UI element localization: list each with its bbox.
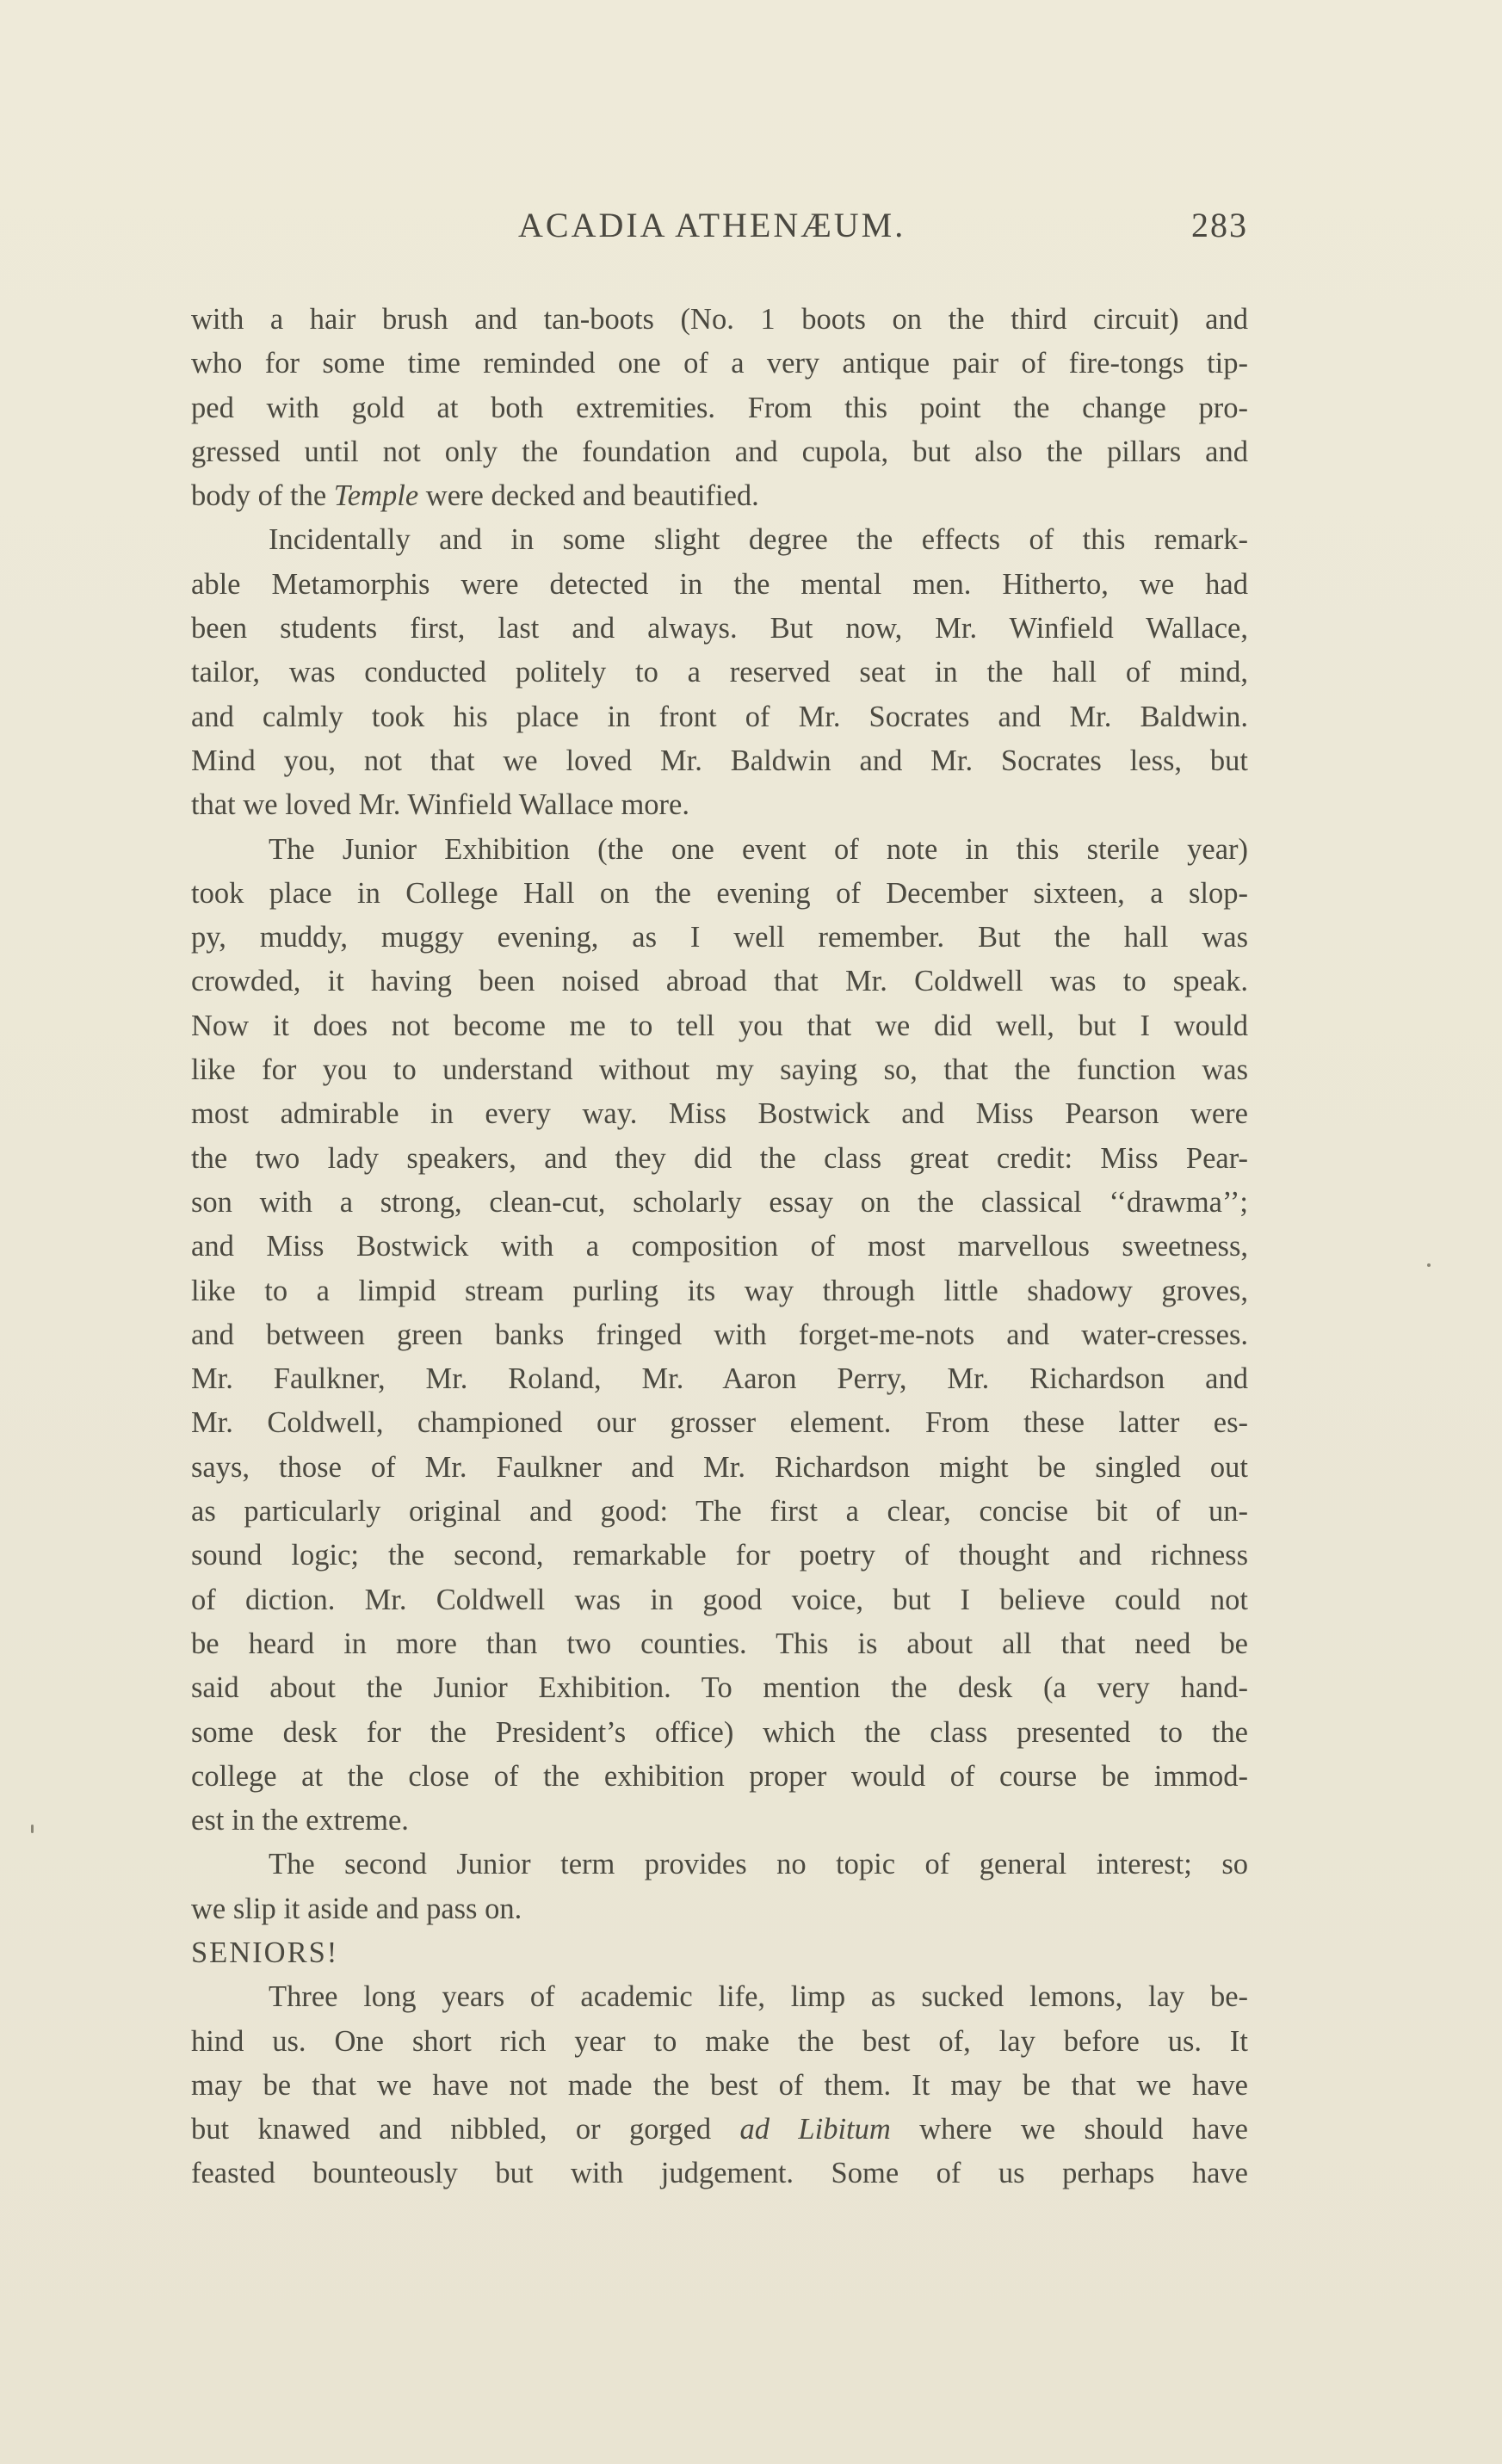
text-line: est in the extreme. xyxy=(191,1804,409,1837)
text-line: like for you to understand without my saying so, that the function was xyxy=(191,1053,1248,1087)
text-line: Mr. Coldwell, championed our grosser element. From these latter es- xyxy=(191,1406,1248,1440)
text-line: and calmly took his place in front of Mr. Socrates and Mr. Baldwin. xyxy=(191,700,1248,733)
text-line: crowded, it having been noised abroad that Mr. Coldwell was to speak. xyxy=(191,965,1248,998)
text-line: Mind you, not that we loved Mr. Baldwin and Mr. Socrates less, but xyxy=(191,744,1248,777)
paper-speck xyxy=(1427,1263,1431,1267)
text-line: py, muddy, muggy evening, as I well remember. But the hall was xyxy=(191,921,1248,954)
text-line: able Metamorphis were detected in the mental men. Hitherto, we had xyxy=(191,567,1248,601)
text-segment: body of the xyxy=(191,479,334,513)
text-line: The Junior Exhibition (the one event of note in this sterile year) xyxy=(269,832,1248,866)
running-head xyxy=(191,205,1248,256)
text-line: with a hair brush and tan-boots (No. 1 boots on the third circuit) and xyxy=(191,303,1248,336)
text-line: says, those of Mr. Faulkner and Mr. Richardson might be singled out xyxy=(191,1450,1248,1484)
text-line: some desk for the President’s office) which the class presented to the xyxy=(191,1715,1248,1749)
text-line: that we loved Mr. Winfield Wallace more. xyxy=(191,788,689,822)
text-line: Now it does not become me to tell you that we did well, but I would xyxy=(191,1009,1248,1042)
text-line: feasted bounteously but with judgement. Some of us perhaps have xyxy=(191,2157,1248,2190)
text-line: sound logic; the second, remarkable for poetry of thought and richness xyxy=(191,1539,1248,1572)
text-line: Incidentally and in some slight degree the effects of this remark- xyxy=(269,523,1248,557)
text-line: Mr. Faulkner, Mr. Roland, Mr. Aaron Perry, Mr. Richardson and xyxy=(191,1362,1248,1396)
italic-text: ad Libitum xyxy=(739,2113,891,2146)
text-line: college at the close of the exhibition proper would of course be immod- xyxy=(191,1759,1248,1793)
text-line: been students first, last and always. But now, Mr. Winfield Wallace, xyxy=(191,612,1248,645)
text-line xyxy=(191,2108,1248,2152)
paper-speck xyxy=(31,1825,34,1833)
text-line: said about the Junior Exhibition. To mention the desk (a very hand- xyxy=(191,1671,1248,1705)
italic-text: Temple xyxy=(333,479,419,513)
running-title: ACADIA ATHENÆUM. xyxy=(518,206,906,244)
text-line: the two lady speakers, and they did the class great credit: Miss Pear- xyxy=(191,1141,1248,1175)
text-line: most admirable in every way. Miss Bostwick and Miss Pearson were xyxy=(191,1097,1248,1131)
text-line: and Miss Bostwick with a composition of most marvellous sweetness, xyxy=(191,1230,1248,1263)
text-line: who for some time reminded one of a very antique pair of fire-tongs tip- xyxy=(191,347,1248,380)
text-line: tailor, was conducted politely to a reserved seat in the hall of mind, xyxy=(191,656,1248,689)
text-line: and between green banks fringed with forget-me-nots and water-cresses. xyxy=(191,1318,1248,1351)
page-number: 283 xyxy=(1191,206,1248,244)
text-line: may be that we have not made the best of them. It may be that we have xyxy=(191,2068,1248,2102)
text-line: of diction. Mr. Coldwell was in good voice, but I believe could not xyxy=(191,1583,1248,1616)
section-heading: SENIORS! xyxy=(191,1936,339,1969)
text-line: took place in College Hall on the evening of December sixteen, a slop- xyxy=(191,876,1248,910)
text-line: son with a strong, clean-cut, scholarly essay on the classical ‘‘drawma’’; xyxy=(191,1185,1248,1219)
text-line: gressed until not only the foundation and cupola, but also the pillars and xyxy=(191,435,1248,468)
text-line: we slip it aside and pass on. xyxy=(191,1892,522,1925)
body-text xyxy=(191,298,1248,2196)
text-segment: but knawed and nibbled, or gorged xyxy=(191,2113,740,2146)
text-segment: where we should have xyxy=(890,2113,1248,2146)
text-line: hind us. One short rich year to make the best of, lay before us. It xyxy=(191,2024,1248,2058)
text-segment: were decked and beautified. xyxy=(418,479,759,513)
text-line: Three long years of academic life, limp as sucked lemons, lay be- xyxy=(269,1980,1248,2014)
text-line xyxy=(191,474,1248,518)
text-line: as particularly original and good: The first a clear, concise bit of un- xyxy=(191,1495,1248,1528)
text-line: The second Junior term provides no topic of general interest; so xyxy=(269,1848,1248,1881)
text-line: ped with gold at both extremities. From this point the change pro- xyxy=(191,391,1248,424)
text-line: be heard in more than two counties. This is about all that need be xyxy=(191,1627,1248,1660)
text-line: like to a limpid stream purling its way through little shadowy groves, xyxy=(191,1274,1248,1307)
